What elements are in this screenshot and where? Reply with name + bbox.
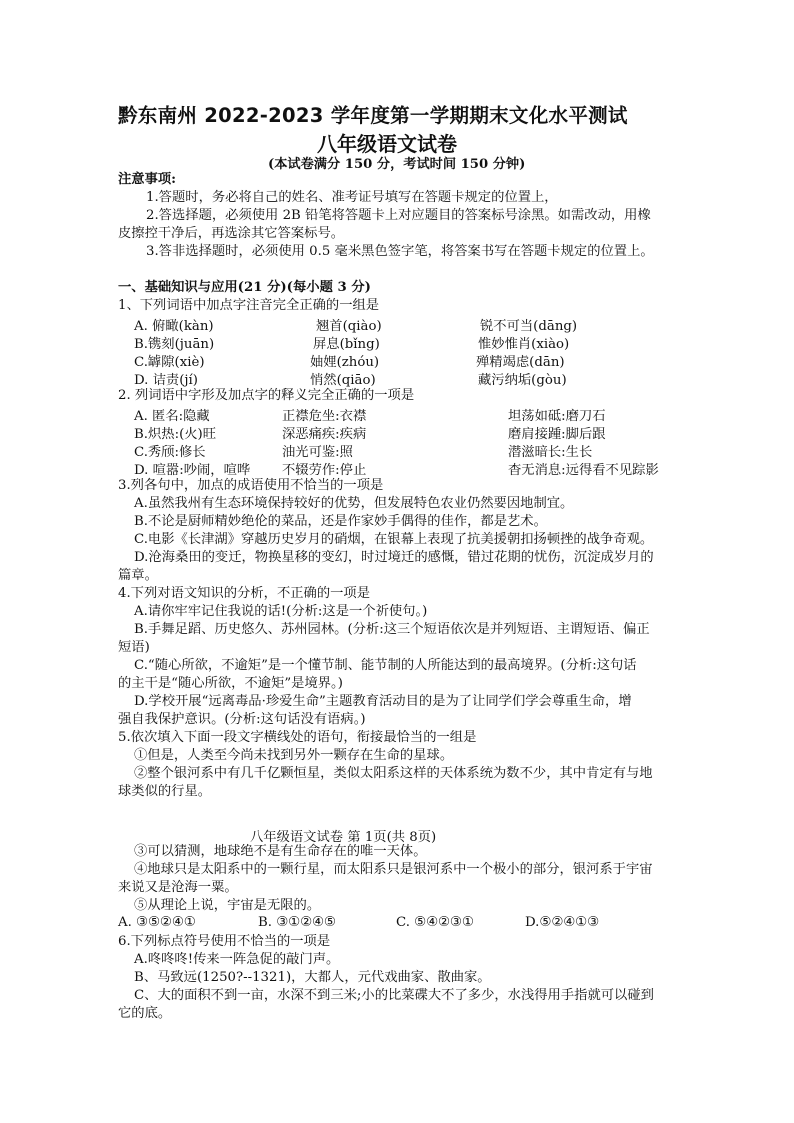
q5-sentence-4: ④地球只是太阳系中的一颗行星，而太阳系只是银河系中一个极小的部分，银河系于宇宙 bbox=[134, 862, 653, 877]
q4-option-a: A.请你牢牢记住我说的话!(分析:这是一个祈使句。) bbox=[134, 604, 428, 619]
q1-option-d1: D. 诘责(jí) bbox=[134, 373, 198, 388]
q4-option-b: B.手舞足蹈、历史悠久、苏州园林。(分析:这三个短语依次是并列短语、主谓短语、偏正 bbox=[134, 622, 650, 637]
question-6-stem: 6.下列标点符号使用不恰当的一项是 bbox=[118, 934, 331, 949]
q1-option-a2: 翘首(qiào) bbox=[316, 319, 382, 334]
q1-option-c3: 殚精竭虑(dān) bbox=[476, 355, 565, 370]
q1-option-c1: C.罅隙(xiè) bbox=[134, 355, 205, 370]
q2-option-c2: 油光可鉴:照 bbox=[282, 445, 353, 460]
q4-option-c: C.“随心所欲，不逾矩”是一个懂节制、能节制的人所能达到的最高境界。(分析:这句话 bbox=[134, 658, 637, 673]
q5-sentence-5: ⑤从理论上说，宇宙是无限的。 bbox=[134, 898, 321, 913]
q2-option-a3: 坦荡如砥:磨刀石 bbox=[508, 409, 606, 424]
exam-score-time: (本试卷满分 150 分，考试时间 150 分钟) bbox=[268, 157, 526, 172]
q5-sentence-2: ②整个银河系中有几千亿颗恒星，类似太阳系这样的天体系统为数不少，其中肯定有与地 bbox=[134, 766, 653, 781]
q2-option-d1: D. 喧嚣:吵闹，喧哗 bbox=[134, 463, 251, 478]
question-3-stem: 3.列各句中，加点的成语使用不恰当的一项是 bbox=[118, 478, 384, 493]
q2-option-a2: 正襟危坐:衣襟 bbox=[282, 409, 367, 424]
q1-option-c2: 妯娌(zhóu) bbox=[310, 355, 380, 370]
q1-option-d2: 悄然(qiāo) bbox=[310, 373, 376, 388]
question-5-stem: 5.依次填入下面一段文字横线处的语句，衔接最恰当的一组是 bbox=[118, 730, 477, 745]
q5-sentence-4-cont: 来说又是沧海一粟。 bbox=[118, 880, 238, 895]
q5-sentence-3: ③可以猜测，地球绝不是有生命存在的唯一天体。 bbox=[134, 844, 427, 859]
q3-option-b: B.不论是厨师精妙绝伦的菜品，还是作家妙手偶得的佳作，都是艺术。 bbox=[134, 514, 547, 529]
note-2: 2.答选择题，必须使用 2B 铅笔将答题卡上对应题目的答案标号涂黑。如需改动，用橡 bbox=[146, 208, 651, 223]
q1-option-d3: 藏污纳垢(gòu) bbox=[478, 373, 567, 388]
q2-option-a1: A. 匿名:隐藏 bbox=[134, 409, 210, 424]
section-heading: 一、基础知识与应用(21 分)(每小题 3 分) bbox=[118, 280, 371, 295]
notes-heading: 注意事项: bbox=[118, 172, 177, 187]
q2-option-b1: B.炽热:(火)旺 bbox=[134, 427, 217, 442]
exam-subject-title: 八年级语文试卷 bbox=[317, 132, 457, 156]
q6-option-c-cont: 它的底。 bbox=[118, 1006, 172, 1021]
q2-option-c3: 潜滋暗长:生长 bbox=[508, 445, 593, 460]
question-4-stem: 4.下列对语文知识的分析，不正确的一项是 bbox=[118, 586, 371, 601]
q3-option-d: D.沧海桑田的变迁，物换星移的变幻，时过境迁的感慨，错过花期的忧伤，沉淀成岁月的 bbox=[134, 550, 654, 565]
question-2-stem: 2. 列词语中字形及加点字的释义完全正确的一项是 bbox=[118, 388, 415, 403]
q3-option-c: C.电影《长津湖》穿越历史岁月的硝烟，在银幕上表现了抗美援朝扣扬顿挫的战争奇观。 bbox=[134, 532, 654, 547]
note-3: 3.答非选择题时，必须使用 0.5 毫米黑色签字笔，将答案书写在答题卡规定的位置上。 bbox=[146, 244, 654, 259]
q6-option-a: A.咚咚咚!传来一阵急促的敲门声。 bbox=[134, 952, 340, 967]
q1-option-b3: 惟妙惟肖(xiào) bbox=[478, 337, 570, 352]
q5-option-a: A. ③⑤②④① bbox=[118, 915, 196, 930]
q6-option-c: C、大的面积不到一亩，水深不到三米;小的比菜碟大不了多少，水浅得用手指就可以碰到 bbox=[134, 988, 654, 1003]
q5-option-c: C. ⑤④②③① bbox=[396, 915, 474, 930]
question-1-stem: 1、下列词语中加点字注音完全正确的一组是 bbox=[118, 298, 380, 313]
q5-sentence-2-cont: 球类似的行星。 bbox=[118, 784, 212, 799]
q2-option-d3: 杳无消息:远得看不见踪影 bbox=[508, 463, 659, 478]
q3-option-d-cont: 篇章。 bbox=[118, 568, 158, 583]
page-number-footer: 八年级语文试卷 第 1页(共 8页) bbox=[250, 830, 437, 845]
q1-option-a3: 锐不可当(dāng) bbox=[480, 319, 578, 334]
q6-option-b: B、马致远(1250?--1321)，大都人，元代戏曲家、散曲家。 bbox=[134, 970, 491, 985]
q4-option-d-cont: 强自我保护意识。(分析:这句话没有语病。) bbox=[118, 712, 366, 727]
q1-option-b1: B.镌刻(juān) bbox=[134, 337, 215, 352]
q1-option-b2: 屏息(bǐng) bbox=[313, 337, 380, 352]
q2-option-d2: 不辍劳作:停止 bbox=[282, 463, 367, 478]
q3-option-a: A.虽然我州有生态环境保持较好的优势，但发展特色农业仍然要因地制宜。 bbox=[134, 496, 574, 511]
note-1: 1.答题时，务必将自己的姓名、准考证号填写在答题卡规定的位置上， bbox=[146, 190, 558, 205]
q4-option-b-cont: 短语) bbox=[118, 640, 150, 655]
note-2-cont: 皮擦控干净后，再选涂其它答案标号。 bbox=[118, 226, 345, 241]
q5-option-b: B. ③①②④⑤ bbox=[258, 915, 336, 930]
q2-option-b3: 磨肩接踵:脚后跟 bbox=[508, 427, 606, 442]
exam-title: 黔东南州 2022-2023 学年度第一学期期末文化水平测试 bbox=[118, 104, 628, 127]
q2-option-c1: C.秀颀:修长 bbox=[134, 445, 206, 460]
q5-sentence-1: ①但是，人类至今尚未找到另外一颗存在生命的星球。 bbox=[134, 748, 454, 763]
q2-option-b2: 深恶痛疾:疾病 bbox=[282, 427, 367, 442]
q4-option-d: D.学校开展“远离毒品·珍爱生命”主题教育活动目的是为了让同学们学会尊重生命，增 bbox=[134, 694, 632, 709]
q4-option-c-cont: 的主干是“随心所欲，不逾矩”是境界。) bbox=[118, 676, 343, 691]
q5-option-d: D.⑤②④①③ bbox=[525, 915, 600, 930]
q1-option-a1: A. 俯瞰(kàn) bbox=[134, 319, 214, 334]
